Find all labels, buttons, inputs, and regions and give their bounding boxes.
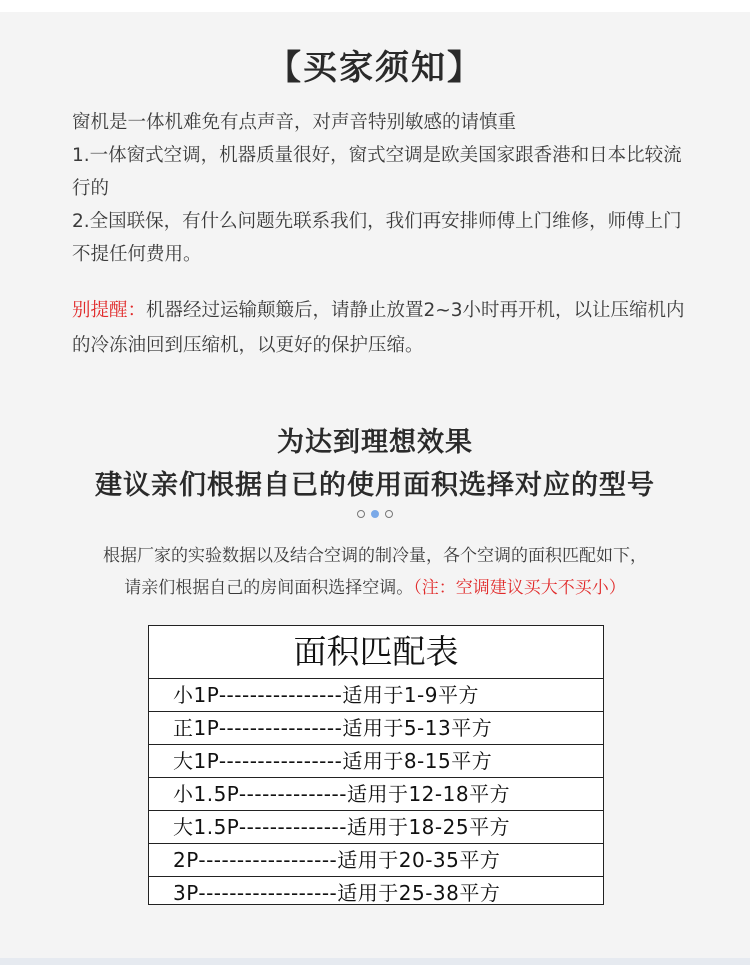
table-row: 正1P----------------适用于5-13平方 [149,712,603,745]
table-row: 小1.5P--------------适用于12-18平方 [149,778,603,811]
table-row: 小1P----------------适用于1-9平方 [149,679,603,712]
notice-line-1: 窗机是一体机难免有点声音，对声音特别敏感的请慎重 [72,112,517,133]
notice-line-3: 2.全国联保，有什么问题先联系我们，我们再安排师傅上门维修，师傅上门不提任何费用。 [72,211,682,265]
description [0,540,750,604]
bottom-strip [0,958,750,965]
notice-section [72,106,692,271]
dot-1 [357,510,365,518]
description-note: （注：空调建议买大不买小） [413,578,626,598]
description-line-2 [0,572,750,604]
table-row: 大1.5P--------------适用于18-25平方 [149,811,603,844]
pagination-dots [0,510,750,518]
notice-line-2: 1.一体窗式空调，机器质量很好，窗式空调是欧美国家跟香港和日本比较流行的 [72,145,682,199]
table-row: 2P------------------适用于20-35平方 [149,844,603,877]
reminder-label: 别提醒： [72,300,147,321]
area-match-table [148,625,604,905]
reminder-section [72,293,692,363]
dot-2-active [371,510,379,518]
table-row: 大1P----------------适用于8-15平方 [149,745,603,778]
description-line-2-text: 请亲们根据自己的房间面积选择空调。 [124,578,414,598]
headline-line-2: 建议亲们根据自已的使用面积选择对应的型号 [95,470,655,501]
headline-line-1: 为达到理想效果 [277,427,473,458]
reminder-text: 机器经过运输颠簸后，请静止放置2~3小时再开机，以让压缩机内的冷冻油回到压缩机，以更好的保护压缩。 [72,300,685,356]
description-line-1: 根据厂家的实验数据以及结合空调的制冷量，各个空调的面积匹配如下， [103,546,647,566]
table-row: 3P------------------适用于25-38平方 [173,881,501,905]
top-strip [0,0,750,12]
table-title: 面积匹配表 [149,626,603,679]
dot-3 [385,510,393,518]
page-title: 【买家须知】 [267,48,483,88]
